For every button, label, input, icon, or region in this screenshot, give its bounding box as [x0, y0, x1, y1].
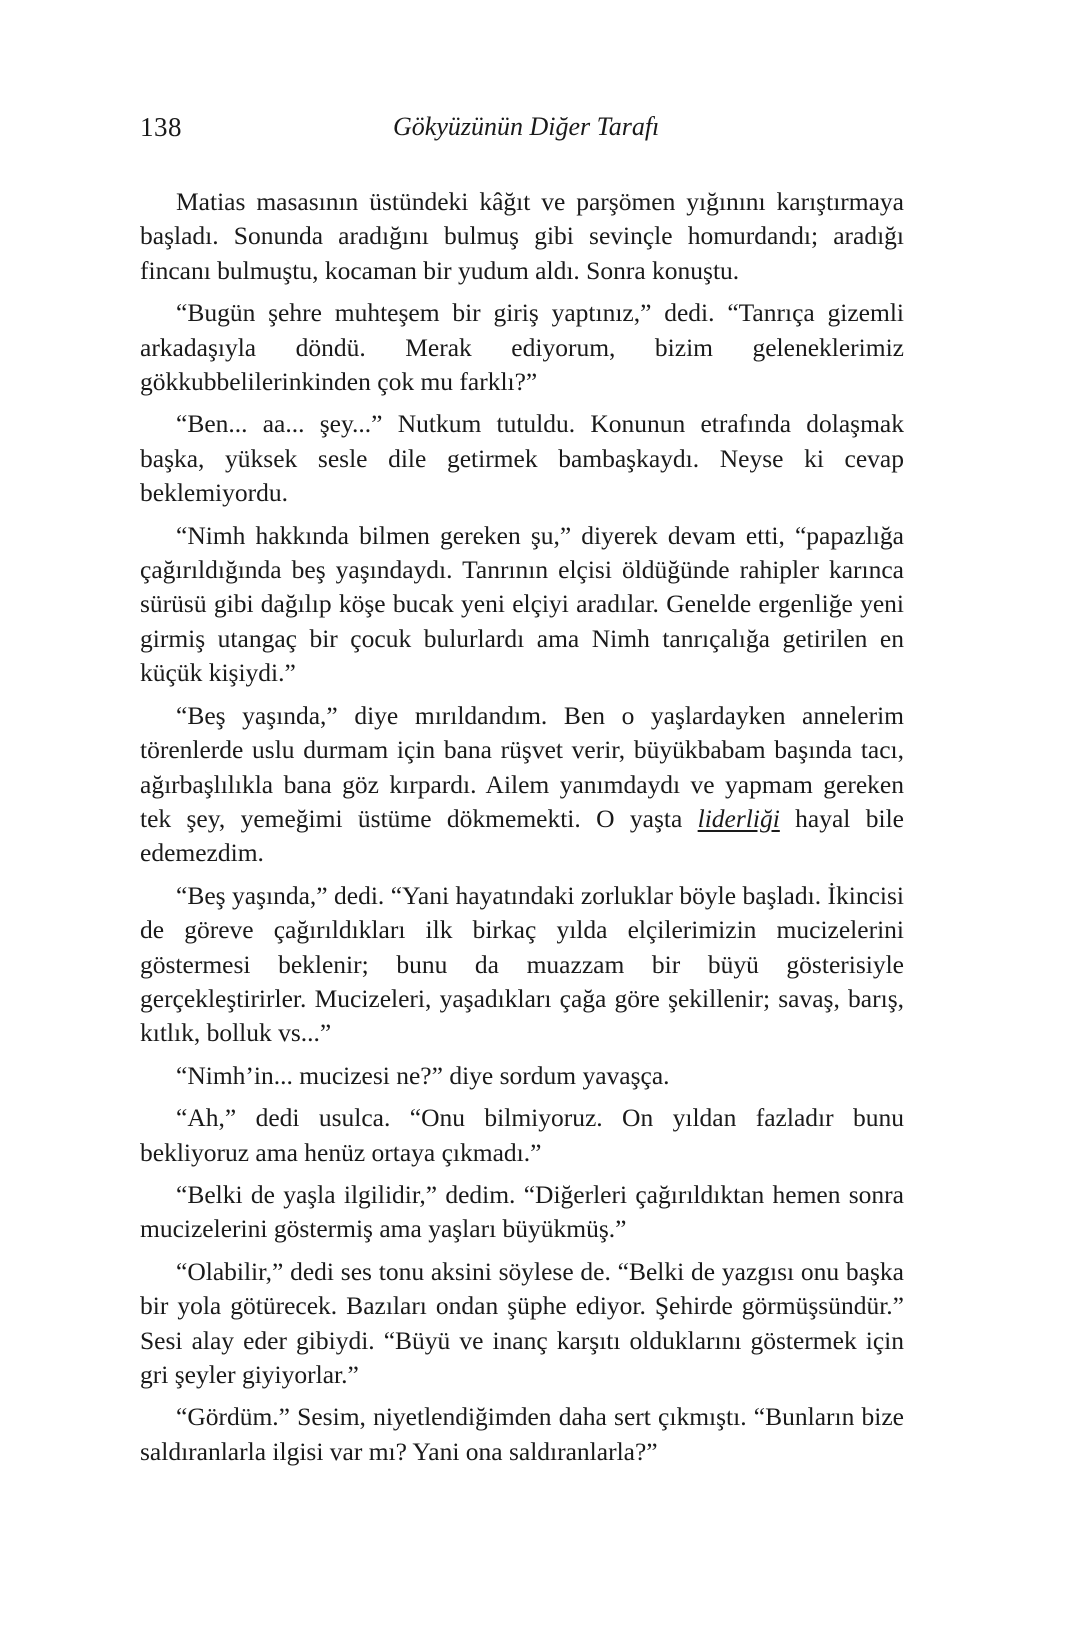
paragraph-1: Matias masasının üstündeki kâğıt ve parşömen yığınını karıştırmaya başladı. Sonunda aradığını bulmuş gibi sevinçle homurdandı; aradığı fincanı bulmuştu, kocaman bir yudum aldı. Sonra konuştu. — [140, 187, 904, 285]
paragraph-10: “Olabilir,” dedi ses tonu aksini söylese de. “Belki de yazgısı onu başka bir yola götürecek. Bazıları ondan şüphe ediyor. Şehirde görmüşsündür.” Sesi alay eder gibiydi. “Büyü ve inanç karşıtı olduklarını göstermek için gri şeyler giyiyorlar.” — [140, 1256, 904, 1389]
paragraph-4: “Nimh hakkında bilmen gereken şu,” diyerek devam etti, “papazlığa çağırıldığında beş yaşındaydı. Tanrının elçisi öldüğünde rahipler karınca sürüsü gibi dağılıp köşe bucak yeni elçiyi aradılar. Genelde ergenliğe yeni girmiş utangaç bir çocuk bulurlardı ama Nimh tanrıçalığa getirilen en küçük kişiydi.” — [140, 520, 904, 688]
page-number: 138 — [140, 112, 182, 142]
emphasized-word: liderliği — [697, 803, 780, 833]
paragraph-8: “Ah,” dedi usulca. “Onu bilmiyoruz. On yıldan fazladır bunu bekliyoruz ama henüz ortaya çıkmadı.” — [140, 1103, 904, 1167]
running-head — [140, 112, 904, 152]
paragraph-7: “Nimh’in... mucizesi ne?” diye sordum yavaşça. — [176, 1060, 670, 1090]
paragraph-3: “Ben... aa... şey...” Nutkum tutuldu. Konunun etrafında dolaşmak başka, yüksek sesle dile getirmek bambaşkaydı. Neyse ki cevap beklemiyordu. — [140, 409, 904, 508]
paragraph-6: “Beş yaşında,” dedi. “Yani hayatındaki zorluklar böyle başladı. İkincisi de göreve çağırıldıkları ilk birkaç yılda elçilerimizin mucizelerini göstermesi beklenir; bunu da muazzam bir büyü gösterisiyle gerçekleştirirler. Mucizeleri, yaşadıkları çağa göre şekillenir; savaş, barış, kıtlık, bolluk vs...” — [140, 880, 904, 1048]
paragraph-2: “Bugün şehre muhteşem bir giriş yaptınız,” dedi. “Tanrıça gizemli arkadaşıyla döndü. Merak ediyorum, bizim geleneklerimiz gökkubbelilerinkinden çok mu farklı?” — [140, 298, 904, 397]
paragraph-11: “Gördüm.” Sesim, niyetlendiğimden daha sert çıkmıştı. “Bunların bize saldıranlarla ilgisi var mı? Yani ona saldıranlarla?” — [140, 1402, 904, 1466]
paragraph-5-text: “Beş yaşında,” diye mırıldandım. Ben o yaşlardayken annelerim törenlerde uslu durmam için bana rüşvet verir, büyükbabam başında tacı, ağırbaşlılıkla bana göz kırpardı. Ailem yanımdaydı ve yapmam gereken tek şey, yemeğimi üstüme dökmemekti. O yaşta — [140, 700, 904, 833]
body-text — [140, 185, 904, 1477]
paragraph-5 — [140, 699, 904, 871]
book-title: Gökyüzünün Diğer Tarafı — [393, 112, 660, 141]
paragraph-5-end: hayal bile edemezdim. — [140, 803, 904, 868]
paragraph-9: “Belki de yaşla ilgilidir,” dedim. “Diğerleri çağırıldıktan hemen sonra mucizelerini göstermiş ama yaşları büyükmüş.” — [140, 1179, 904, 1244]
